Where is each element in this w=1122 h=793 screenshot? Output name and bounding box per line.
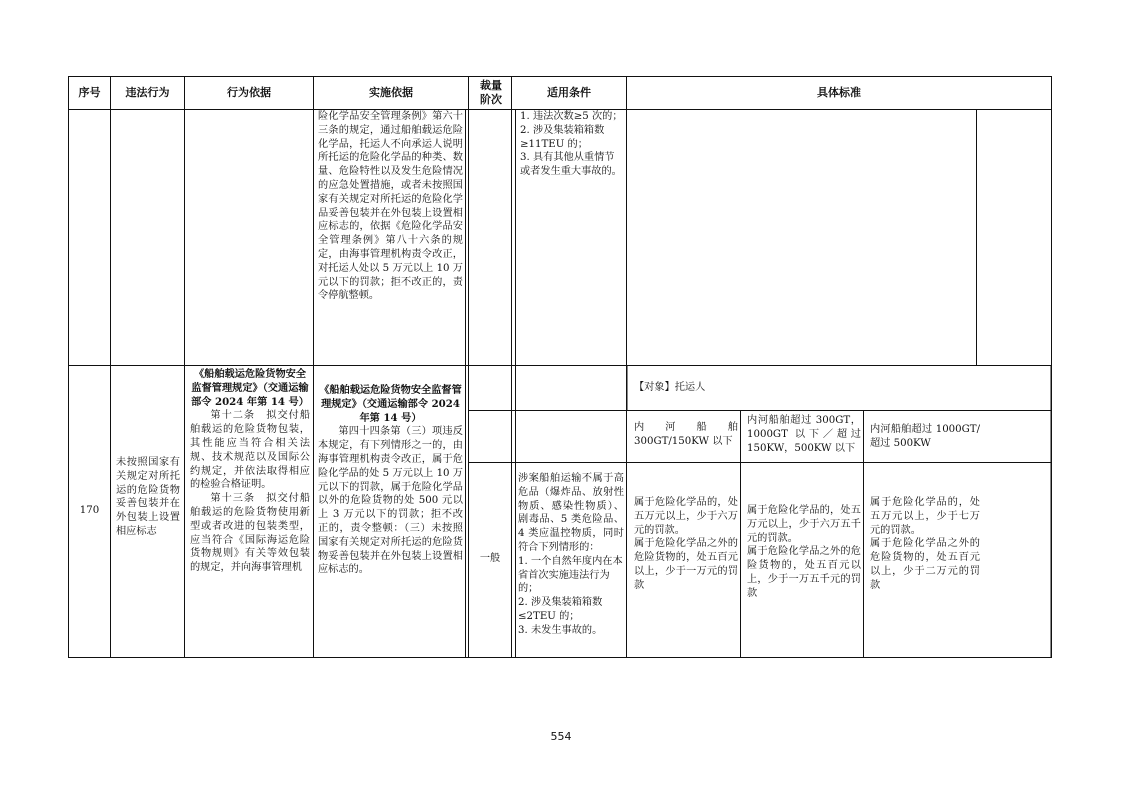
- col-a-heading: 内河船舶 300GT/150KW 以下: [634, 422, 738, 447]
- header-penalty-level: 裁量阶次: [480, 79, 502, 106]
- header-standard: 具体标准: [817, 86, 861, 99]
- impl-basis-body: 第四十四条第（三）项违反本规定，有下列情形之一的，由海事管理机构责令改正，属于危险化学品的处 5 万元以上 10 万元以下的罚款，属于危险化学品以外的危险货物的处 500 元以上 3 万元以下的罚款；拒不改正的，责令整顿：（三）未按照国家有关规定对所托运的危险货物妥善包装并在外包装上设置相应标志的。: [318, 426, 463, 576]
- condition-line-3: 3. 未发生事故的。: [518, 624, 603, 636]
- header-no: 序号: [78, 86, 101, 99]
- row170-condition: [518, 472, 624, 652]
- row170-standard-c: [870, 496, 980, 626]
- row1-condition-line-2: 2. 涉及集装箱箱数≥11TEU 的；: [520, 124, 605, 150]
- standard-a-other-goods: 属于危险化学品之外的危险货物的，处五百元以上，少于一万元的罚款: [634, 538, 738, 591]
- row170-impl-basis: [318, 384, 463, 656]
- page-number: 554: [550, 730, 572, 743]
- row1-impl-basis: 险化学品安全管理条例》第六十三条的规定，通过船舶载运危险化学品，托运人不向承运人说明所托运的危险化学品的种类、数量、危险特性以及发生危险情况的应急处置措施，或者未按照国家有关规定对所托运的危险化学品妥善包装并在外包装上设置相应标志的，依据《危险化学品安全管理条例》第八十六条的规定，由海事管理机构责令改正，对托运人处以 5 万元以上 10 万元以下的罚款；拒不改正的，责令停航整顿。: [318, 111, 463, 302]
- row1-condition-line-3: 3. 具有其他从重情节或者发生重大事故的。: [520, 152, 622, 178]
- row170-act-basis: [190, 368, 310, 656]
- col-b-heading: 内河船舶超过 300GT，1000GT 以下／超过 150KW，500KW 以下: [747, 415, 861, 454]
- standard-b-chemicals: 属于危险化学品的，处五万元以上，少于六万五千元的罚款。: [747, 505, 861, 544]
- row1-condition: [520, 110, 624, 220]
- impl-basis-title: 《船舶载运危险货物安全监督管理规定》（交通运输部令 2024 年第 14 号）: [319, 384, 462, 424]
- row170-standard-a: [634, 496, 738, 626]
- header-act-basis: 行为依据: [227, 86, 271, 99]
- act-basis-article-13: 第十三条 拟交付船舶载运的危险货物使用新型或者改进的包装类型，应当符合《国际海运危险货物规则》有关等效包装的规定，并向海事管理机: [190, 493, 310, 574]
- header-violation: 违法行为: [125, 86, 170, 99]
- row170-number: 170: [79, 505, 100, 516]
- standard-c-chemicals: 属于危险化学品的，处五万元以上，少于七万元的罚款。: [870, 497, 980, 536]
- condition-line-1: 1. 一个自然年度内在本省首次实施违法行为的；: [518, 555, 623, 595]
- row170-level: 一般: [479, 553, 501, 564]
- row170-violation: 未按照国家有关规定对所托运的危险货物妥善包装并在外包装上设置相应标志: [116, 457, 180, 537]
- row170-target: 【对象】托运人: [634, 382, 706, 393]
- row170-standard-b: [747, 504, 861, 624]
- row1-condition-line-1: 1. 违法次数≥5 次的；: [520, 111, 623, 122]
- condition-intro: 涉案船舶运输不属于高危品（爆炸品、放射性物质、感染性物质）、剧毒品、5 类危险品、4 类应温控物质，同时符合下列情形的：: [518, 473, 624, 553]
- header-condition: 适用条件: [547, 86, 591, 99]
- header-impl-basis: 实施依据: [369, 86, 413, 99]
- act-basis-article-12: 第十二条 拟交付船舶载运的危险货物包装，其性能应当符合相关法规、技术规范以及国际公约规定，并依法取得相应的检验合格证明。: [190, 410, 310, 491]
- standard-c-other-goods: 属于危险化学品之外的危险货物的，处五百元以上，少于二万元的罚款: [870, 538, 980, 591]
- standard-b-other-goods: 属于危险化学品之外的危险货物的，处五百元以上，少于一万五千元的罚款: [747, 546, 861, 599]
- condition-line-2: 2. 涉及集装箱箱数≤2TEU 的；: [518, 597, 603, 622]
- col-c-heading: 内河船舶超过 1000GT/超过 500KW: [870, 424, 980, 449]
- standard-a-chemicals: 属于危险化学品的，处五万元以上，少于六万元的罚款。: [634, 497, 738, 536]
- act-basis-title: 《船舶载运危险货物安全监督管理规定》（交通运输部令 2024 年第 14 号）: [191, 368, 309, 408]
